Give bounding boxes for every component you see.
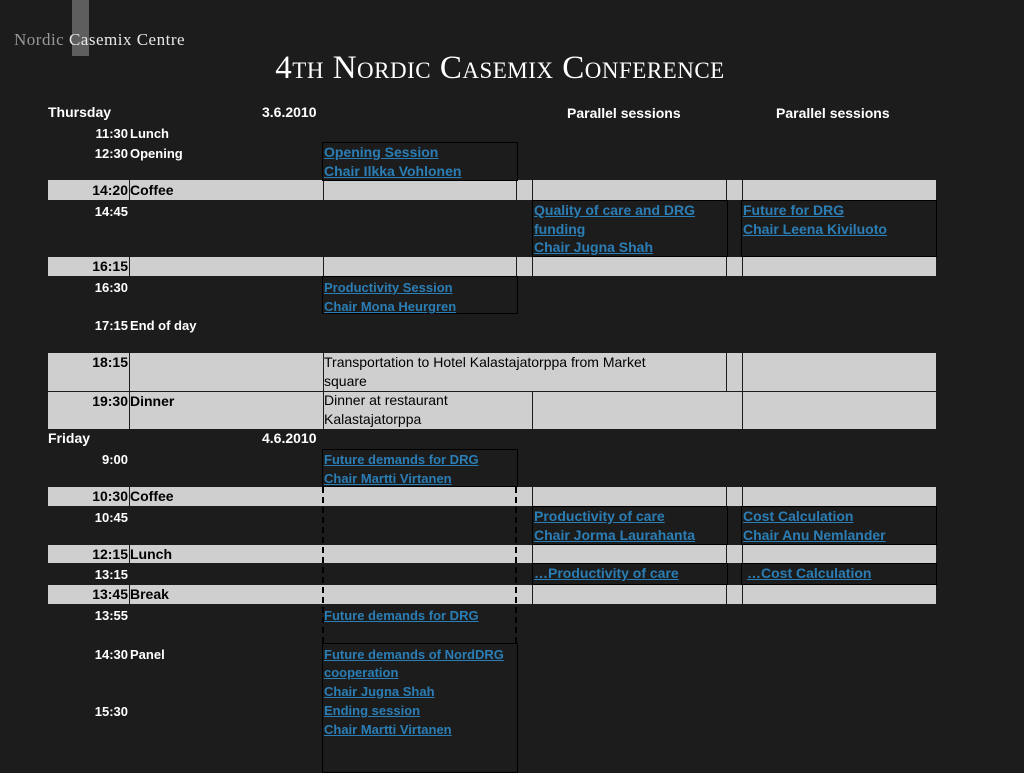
band-coffee-1030 [48, 487, 936, 506]
link-productivity-session[interactable]: Productivity Session [324, 280, 453, 295]
label-end-of-day: End of day [130, 318, 197, 333]
band-divider [532, 392, 533, 429]
band-divider [726, 353, 727, 391]
dashed-divider [515, 487, 517, 643]
label-lunch: Lunch [130, 126, 169, 141]
link-chair-laurahanta[interactable]: Chair Jorma Laurahanta [534, 527, 696, 543]
link-cost-cont[interactable]: …Cost Calculation [747, 565, 872, 581]
link-chair-heurgren[interactable]: Chair Mona Heurgren [324, 299, 457, 314]
band-divider [726, 487, 727, 506]
parallel-sessions-2: Parallel sessions [776, 105, 890, 121]
time-cell: 10:30 [92, 488, 128, 504]
link-productivity-care[interactable]: Productivity of care [534, 508, 665, 524]
time-cell: 19:30 [92, 393, 128, 409]
band-divider [726, 585, 727, 604]
time-cell: 13:55 [94, 608, 128, 623]
label-panel: Panel [130, 647, 165, 662]
link-future-drg[interactable]: Future for DRG [743, 202, 845, 218]
label-lunch: Lunch [130, 546, 172, 562]
band-divider [726, 545, 727, 563]
link-nordrg-cooperation-2[interactable]: cooperation [324, 665, 399, 680]
band-1930 [48, 392, 936, 429]
parallel-sessions-1: Parallel sessions [567, 105, 681, 121]
link-quality-care-2[interactable]: funding [534, 221, 586, 237]
time-cell: 9:00 [101, 452, 128, 467]
band-divider [742, 585, 743, 604]
link-opening-session[interactable]: Opening Session [324, 144, 439, 160]
band-divider [742, 487, 743, 506]
band-break-1345 [48, 585, 936, 604]
logo: Nordic Casemix Centre [14, 30, 186, 49]
band-divider [742, 545, 743, 563]
date-thursday: 3.6.2010 [262, 104, 317, 120]
dinner-text: Dinner at restaurant [324, 392, 448, 408]
band-divider [323, 257, 324, 276]
band-divider [726, 257, 727, 276]
link-quality-care[interactable]: Quality of care and DRG [534, 202, 696, 218]
time-cell: 10:45 [94, 510, 128, 525]
band-divider [532, 180, 533, 200]
link-chair-vohlonen[interactable]: Chair Ilkka Vohlonen [324, 163, 462, 179]
link-chair-shah[interactable]: Chair Jugna Shah [534, 239, 654, 255]
link-future-demands[interactable]: Future demands for DRG [324, 452, 479, 467]
label-opening: Opening [130, 146, 183, 161]
label-coffee: Coffee [130, 488, 174, 504]
label-coffee: Coffee [130, 182, 174, 198]
band-divider [129, 353, 130, 429]
link-ending-session[interactable]: Ending session [324, 703, 421, 718]
band-divider [323, 180, 324, 200]
day-friday: Friday [48, 430, 91, 446]
time-cell: 13:15 [94, 567, 128, 582]
band-divider [516, 257, 517, 276]
band-divider [532, 487, 533, 506]
link-chair-kiviluoto[interactable]: Chair Leena Kiviluoto [743, 221, 887, 237]
time-cell: 11:30 [95, 126, 128, 141]
time-cell: 17:15 [94, 318, 128, 333]
time-cell: 13:45 [92, 586, 128, 602]
day-thursday: Thursday [48, 104, 112, 120]
link-chair-shah-2[interactable]: Chair Jugna Shah [324, 684, 435, 699]
time-cell: 18:15 [92, 354, 128, 370]
band-divider [742, 353, 743, 429]
band-1615 [48, 257, 936, 276]
link-chair-virtanen[interactable]: Chair Martti Virtanen [324, 471, 452, 486]
time-cell: 15:30 [94, 704, 128, 719]
time-cell: 14:45 [94, 204, 128, 219]
time-cell: 12:15 [92, 546, 128, 562]
transport-text: Transportation to Hotel Kalastajatorppa from Market [324, 354, 646, 370]
band-divider [532, 545, 533, 563]
time-cell: 16:30 [94, 280, 128, 295]
date-friday: 4.6.2010 [262, 430, 317, 446]
band-divider [742, 180, 743, 200]
band-divider [532, 585, 533, 604]
link-productivity-cont[interactable]: …Productivity of care [534, 565, 679, 581]
link-future-demands-2[interactable]: Future demands for DRG [324, 608, 479, 623]
time-cell: 16:15 [92, 258, 128, 274]
link-cost-calculation[interactable]: Cost Calculation [743, 508, 854, 524]
band-divider [129, 257, 130, 276]
band-divider [516, 180, 517, 200]
band-divider [742, 257, 743, 276]
band-divider [726, 180, 727, 200]
link-chair-virtanen-2[interactable]: Chair Martti Virtanen [324, 722, 452, 737]
band-lunch-1215 [48, 545, 936, 563]
label-dinner: Dinner [130, 393, 175, 409]
time-cell: 14:20 [92, 182, 128, 198]
page-title: 4th Nordic Casemix Conference [275, 50, 725, 86]
dinner-text-2: Kalastajatorppa [324, 411, 422, 427]
time-cell: 14:30 [94, 647, 128, 662]
band-coffee-1420 [48, 180, 936, 200]
time-cell: 12:30 [94, 146, 128, 161]
label-break: Break [130, 586, 169, 602]
band-divider [532, 257, 533, 276]
link-nordrg-cooperation[interactable]: Future demands of NordDRG [324, 647, 504, 662]
transport-text-2: square [324, 373, 367, 389]
link-chair-nemlander[interactable]: Chair Anu Nemlander [743, 527, 886, 543]
